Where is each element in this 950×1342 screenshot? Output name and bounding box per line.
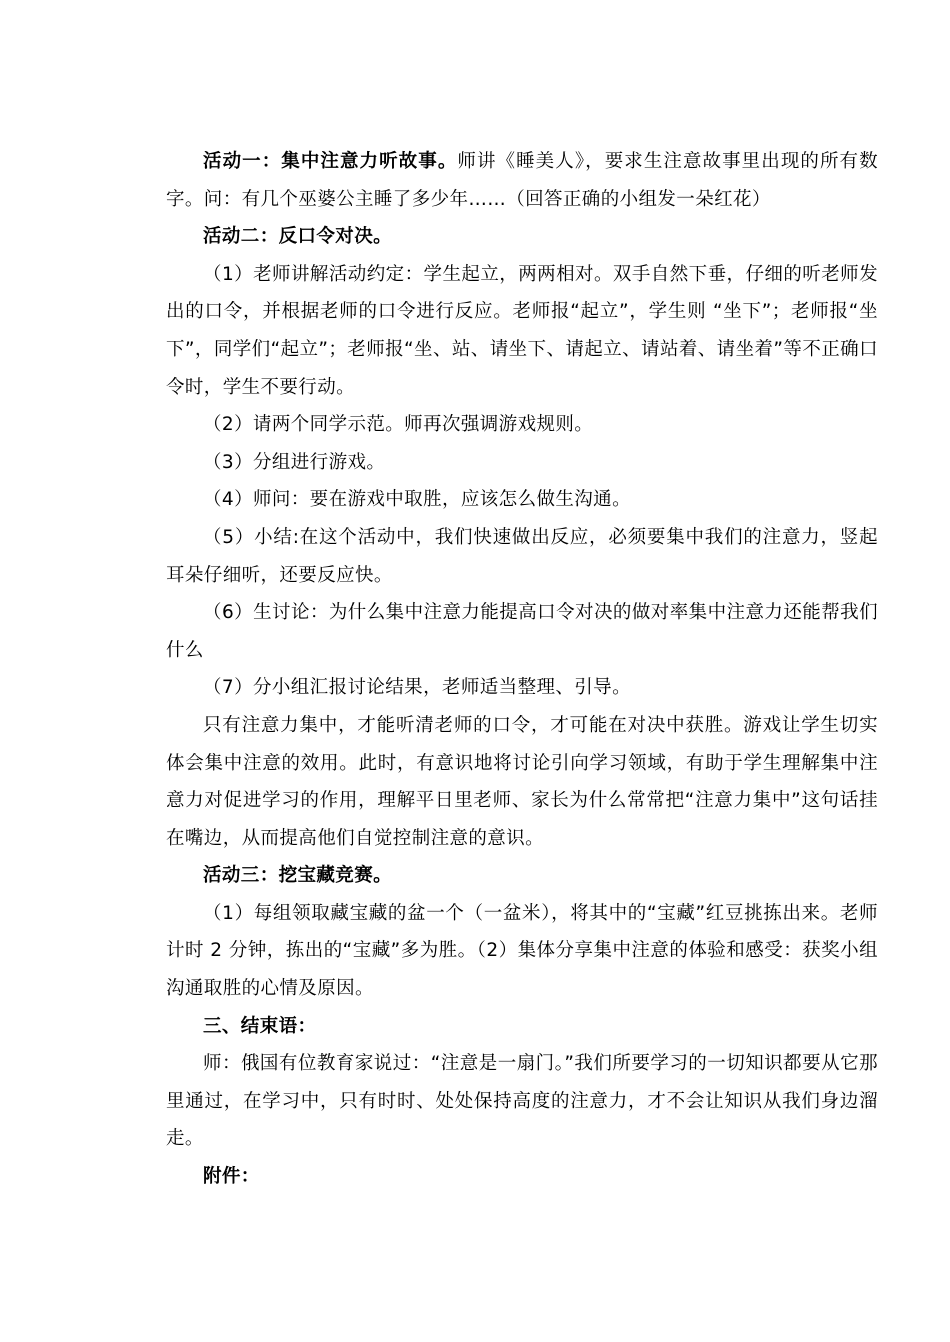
activity1-text: 师讲《睡美人》，要求生注意故事里出现的所有数字。问：有几个巫婆公主睡了多少年……（回答正确的小组发一朵红花） — [166, 151, 878, 210]
activity1-paragraph — [166, 143, 878, 218]
closing-heading: 三、结束语： — [203, 1015, 317, 1037]
activity1-heading: 活动一：集中注意力听故事。 — [203, 151, 458, 172]
activity2-item-4: （4）师问：要在游戏中取胜，应该怎么做生沟通。 — [203, 489, 631, 511]
activity2-item-2: （2）请两个同学示范。师再次强调游戏规则。 — [203, 414, 594, 436]
attachment-heading: 附件： — [203, 1166, 260, 1188]
activity3-heading: 活动三：挖宝藏竞赛。 — [203, 865, 393, 887]
activity2-item-3: （3）分组进行游戏。 — [203, 451, 386, 473]
activity3-text: （1）每组领取藏宝藏的盆一个（一盆米），将其中的“宝藏”红豆挑拣出来。老师计时 2 分钟，拣出的“宝藏”多为胜。（2）集体分享集中注意的体验和感受：获奖小组沟通取胜的心情及原因。 — [166, 902, 878, 1000]
activity2-item-1: （1）老师讲解活动约定：学生起立，两两相对。双手自然下垂，仔细的听老师发出的口令，并根据老师的口令进行反应。老师报“起立”，学生则 “坐下”；老师报“坐下”，同学们“起立”；老师报“坐、站、请坐下、请起立、请站着、请坐着”等不正确口令时，学生不要行动。 — [166, 263, 878, 398]
activity2-item-5: （5）小结:在这个活动中，我们快速做出反应，必须要集中我们的注意力，竖起耳朵仔细听，还要反应快。 — [166, 526, 878, 586]
document-page — [166, 143, 878, 1196]
activity2-summary: 只有注意力集中，才能听清老师的口令，才可能在对决中获胜。游戏让学生切实体会集中注意的效用。此时，有意识地将讨论引向学习领域，有助于学生理解集中注意力对促进学习的作用，理解平日里老师、家长为什么常常把“注意力集中”这句话挂在嘴边，从而提高他们自觉控制注意的意识。 — [166, 714, 878, 849]
activity2-item-6: （6）生讨论：为什么集中注意力能提高口令对决的做对率集中注意力还能帮我们什么 — [166, 602, 878, 661]
activity2-item-7: （7）分小组汇报讨论结果，老师适当整理、引导。 — [203, 677, 631, 699]
closing-text: 师：俄国有位教育家说过：“注意是一扇门。”我们所要学习的一切知识都要从它那里通过，在学习中，只有时时、处处保持高度的注意力，才不会让知识从我们身边溜走。 — [166, 1053, 878, 1150]
activity2-heading: 活动二：反口令对决。 — [203, 226, 393, 248]
